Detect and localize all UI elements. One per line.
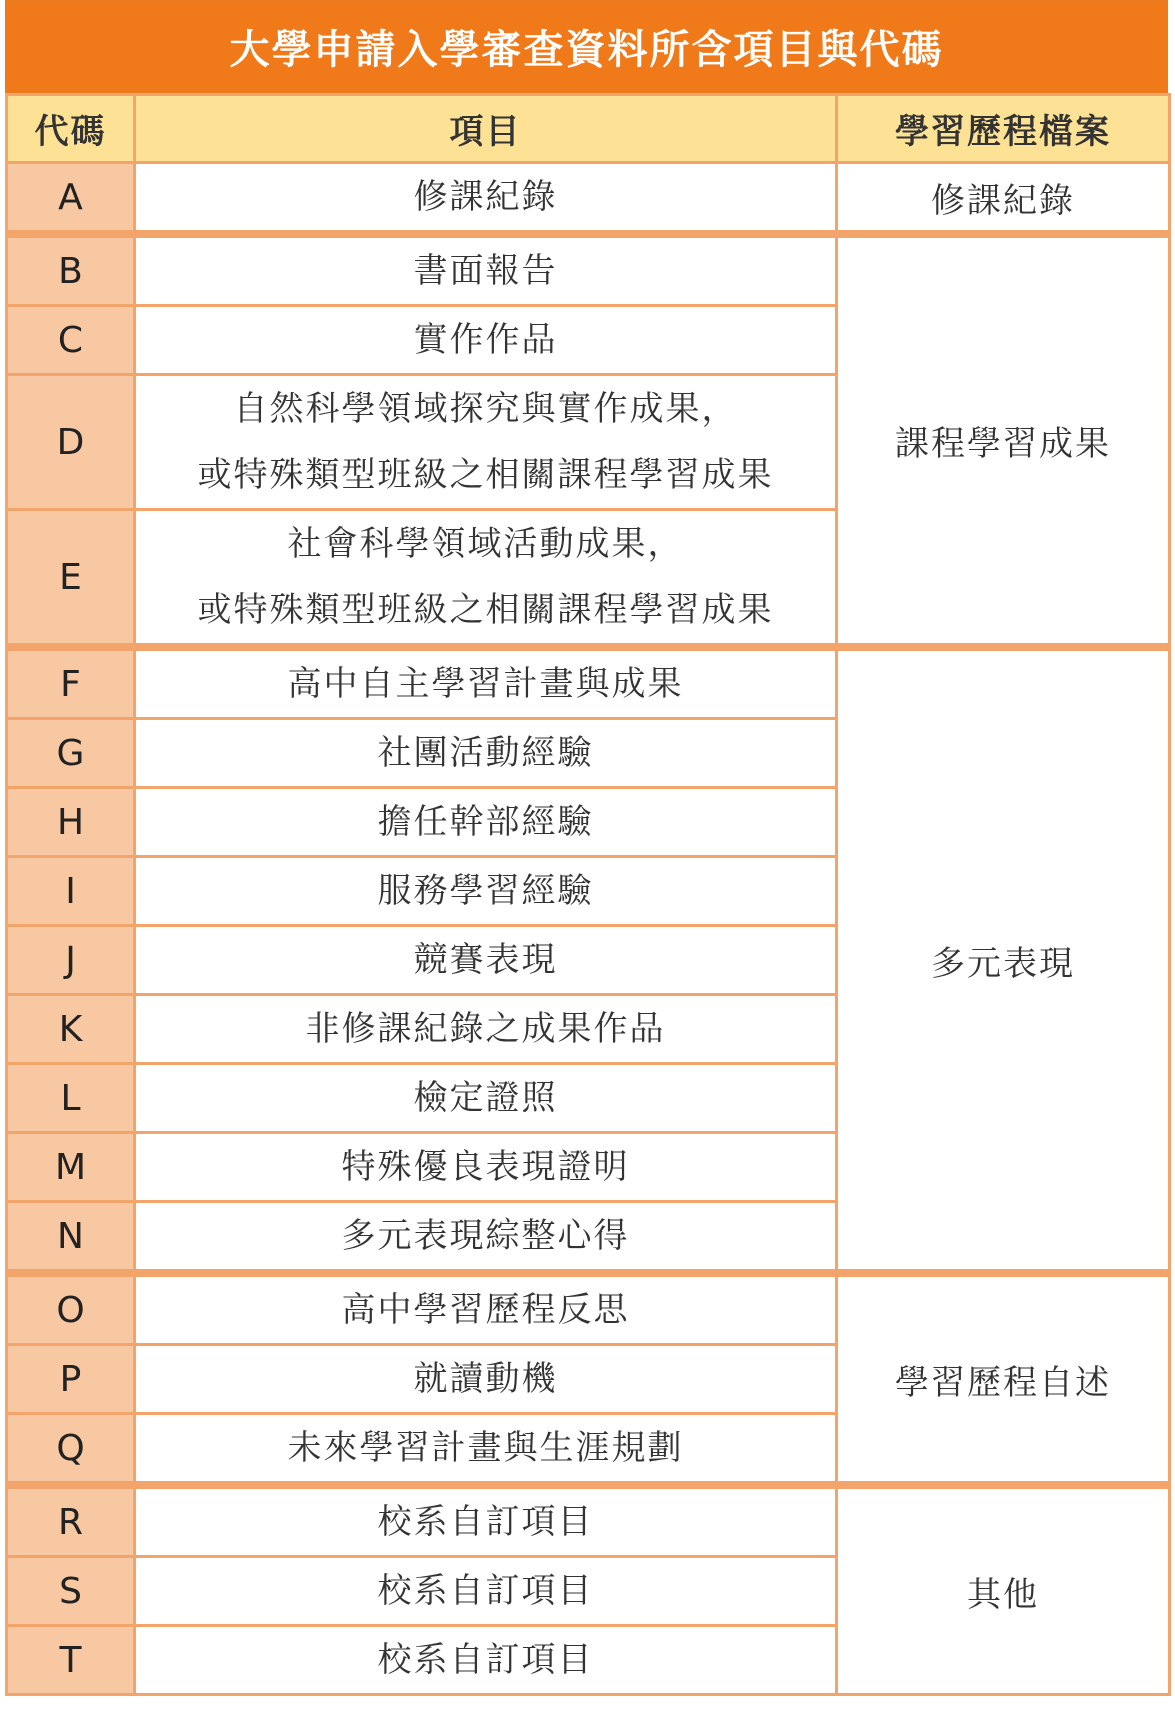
item-code: B — [7, 234, 135, 306]
portfolio-category: 多元表現 — [837, 647, 1170, 1273]
item-name-line: 校系自訂項目 — [377, 1571, 594, 1611]
item-name-line: 多元表現綜整心得 — [341, 1216, 630, 1256]
item-code: G — [7, 719, 135, 788]
item-name — [135, 375, 837, 510]
item-name-line: 服務學習經驗 — [377, 871, 594, 911]
item-name — [135, 234, 837, 306]
item-name-line: 修課紀錄 — [413, 177, 558, 217]
item-name — [135, 995, 837, 1064]
item-code: S — [7, 1557, 135, 1626]
table-row — [7, 1273, 1170, 1345]
item-code: E — [7, 510, 135, 648]
item-code: K — [7, 995, 135, 1064]
review-items-table — [5, 93, 1171, 1696]
item-name-line: 社會科學領域活動成果， — [287, 524, 684, 564]
item-name — [135, 788, 837, 857]
header-category: 學習歷程檔案 — [837, 95, 1170, 163]
item-code: R — [7, 1485, 135, 1557]
item-code: H — [7, 788, 135, 857]
portfolio-category: 課程學習成果 — [837, 234, 1170, 647]
item-name-line: 自然科學領域探究與實作成果， — [233, 389, 738, 429]
item-code: M — [7, 1133, 135, 1202]
item-name-line: 高中學習歷程反思 — [341, 1290, 630, 1330]
item-name-line: 擔任幹部經驗 — [377, 802, 594, 842]
table-row — [7, 1485, 1170, 1557]
item-name-line: 或特殊類型班級之相關課程學習成果 — [197, 590, 774, 630]
header-code: 代碼 — [7, 95, 135, 163]
item-name — [135, 1626, 837, 1695]
item-code: C — [7, 306, 135, 375]
header-item: 項目 — [135, 95, 837, 163]
item-name — [135, 1557, 837, 1626]
item-code: F — [7, 647, 135, 719]
portfolio-category: 學習歷程自述 — [837, 1273, 1170, 1485]
item-name — [135, 1273, 837, 1345]
table-row — [7, 647, 1170, 719]
table-row — [7, 163, 1170, 235]
table-title: 大學申請入學審查資料所含項目與代碼 — [5, 0, 1168, 93]
item-name-line: 檢定證照 — [413, 1078, 558, 1118]
table-row — [7, 234, 1170, 306]
item-name — [135, 1202, 837, 1274]
item-code: Q — [7, 1414, 135, 1486]
item-code: P — [7, 1345, 135, 1414]
item-name-line: 高中自主學習計畫與成果 — [287, 664, 684, 704]
item-name — [135, 1133, 837, 1202]
header-row — [7, 95, 1170, 163]
item-code: J — [7, 926, 135, 995]
item-name — [135, 926, 837, 995]
item-name — [135, 1414, 837, 1486]
item-code: A — [7, 163, 135, 235]
item-name-line: 校系自訂項目 — [377, 1640, 594, 1680]
item-name — [135, 647, 837, 719]
portfolio-category: 修課紀錄 — [837, 163, 1170, 235]
item-name-line: 未來學習計畫與生涯規劃 — [287, 1428, 684, 1468]
item-name-line: 特殊優良表現證明 — [341, 1147, 630, 1187]
item-code: D — [7, 375, 135, 510]
item-name — [135, 163, 837, 235]
item-name-line: 社團活動經驗 — [377, 733, 594, 773]
item-name-line: 非修課紀錄之成果作品 — [305, 1009, 666, 1049]
item-name — [135, 1345, 837, 1414]
item-code: T — [7, 1626, 135, 1695]
item-code: N — [7, 1202, 135, 1274]
item-name — [135, 306, 837, 375]
item-name-line: 書面報告 — [413, 251, 558, 291]
item-name — [135, 1485, 837, 1557]
item-code: O — [7, 1273, 135, 1345]
review-items-table-container — [5, 0, 1168, 1696]
item-name-line: 就讀動機 — [413, 1359, 558, 1399]
item-name — [135, 719, 837, 788]
item-name-line: 實作作品 — [413, 320, 558, 360]
item-name — [135, 857, 837, 926]
item-name-line: 校系自訂項目 — [377, 1502, 594, 1542]
portfolio-category: 其他 — [837, 1485, 1170, 1695]
item-code: I — [7, 857, 135, 926]
item-name — [135, 1064, 837, 1133]
item-name-line: 競賽表現 — [413, 940, 558, 980]
table-body — [7, 163, 1170, 1695]
item-code: L — [7, 1064, 135, 1133]
item-name-line: 或特殊類型班級之相關課程學習成果 — [197, 455, 774, 495]
item-name — [135, 510, 837, 648]
